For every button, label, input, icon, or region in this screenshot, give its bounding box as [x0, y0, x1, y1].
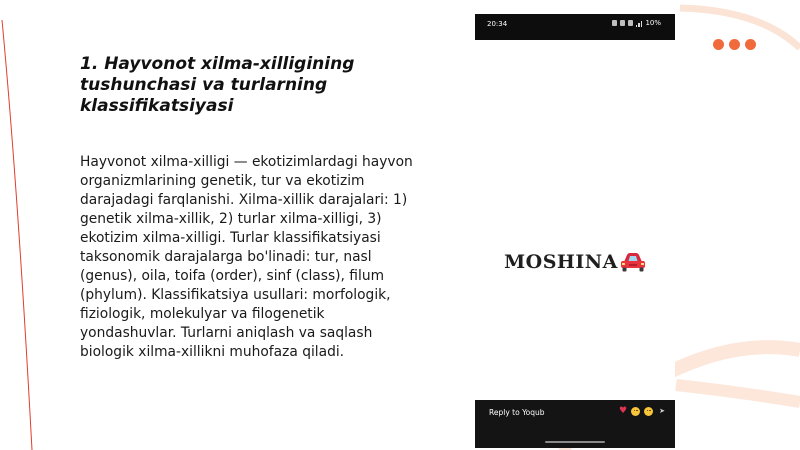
- laughing-face-icon[interactable]: [631, 407, 640, 416]
- decor-dot: [713, 39, 724, 50]
- slide-body-text: Hayvonot xilma-xilligi — ekotizimlardagi hayvon organizmlarining genetik, tur va ekotizim darajadagi farqlanishi. Xilma-xillik darajalari: 1) genetik xilma-xillik, 2) turlar xilma-xilligi, 3) ekotizim xilma-xilligi. Turlar klassifikatsiyasi taksonomik darajalarga bo'linadi: tur, nasl (genus), oila, toifa (order), sinf (class), filum (phylum). Klassifikatsiya usullari: morfologik, fiziologik, molekulyar va filogenetik yondashuvlar. Turlarni aniqlash va saqlash biologik xilma-xillikni muhofaza qiladi.: [80, 154, 413, 361]
- status-bar: [475, 14, 675, 40]
- quick-reactions: [619, 406, 665, 416]
- story-logo: [475, 251, 675, 273]
- notification-icon: [612, 20, 617, 26]
- slide-title: 1. Hayvonot xilma-xilligining tushunchasi va turlarning klassifikatsiyasi: [80, 54, 355, 116]
- reply-input[interactable]: Reply to Yoqub: [489, 408, 545, 417]
- send-icon[interactable]: ➤: [659, 407, 665, 415]
- decor-dot: [745, 39, 756, 50]
- decor-dots: [713, 39, 756, 50]
- story-content[interactable]: [475, 40, 675, 400]
- story-logo-text: MOSHINA: [504, 251, 618, 273]
- status-time: 20:34: [487, 20, 508, 28]
- status-icons: [612, 19, 661, 27]
- left-decor-line: [2, 20, 32, 450]
- wifi-icon: [628, 20, 633, 26]
- smiling-face-icon[interactable]: [644, 407, 653, 416]
- decor-dot: [729, 39, 740, 50]
- reply-bar: [475, 400, 675, 448]
- heart-icon[interactable]: ♥: [619, 406, 628, 416]
- battery-level: 10%: [645, 19, 661, 27]
- red-car-icon: [620, 252, 646, 272]
- phone-screenshot: [475, 14, 675, 448]
- signal-icon: [636, 20, 643, 27]
- bottom-right-arc-inner: [676, 385, 800, 402]
- home-indicator[interactable]: [545, 441, 605, 443]
- notification-icon: [620, 20, 625, 26]
